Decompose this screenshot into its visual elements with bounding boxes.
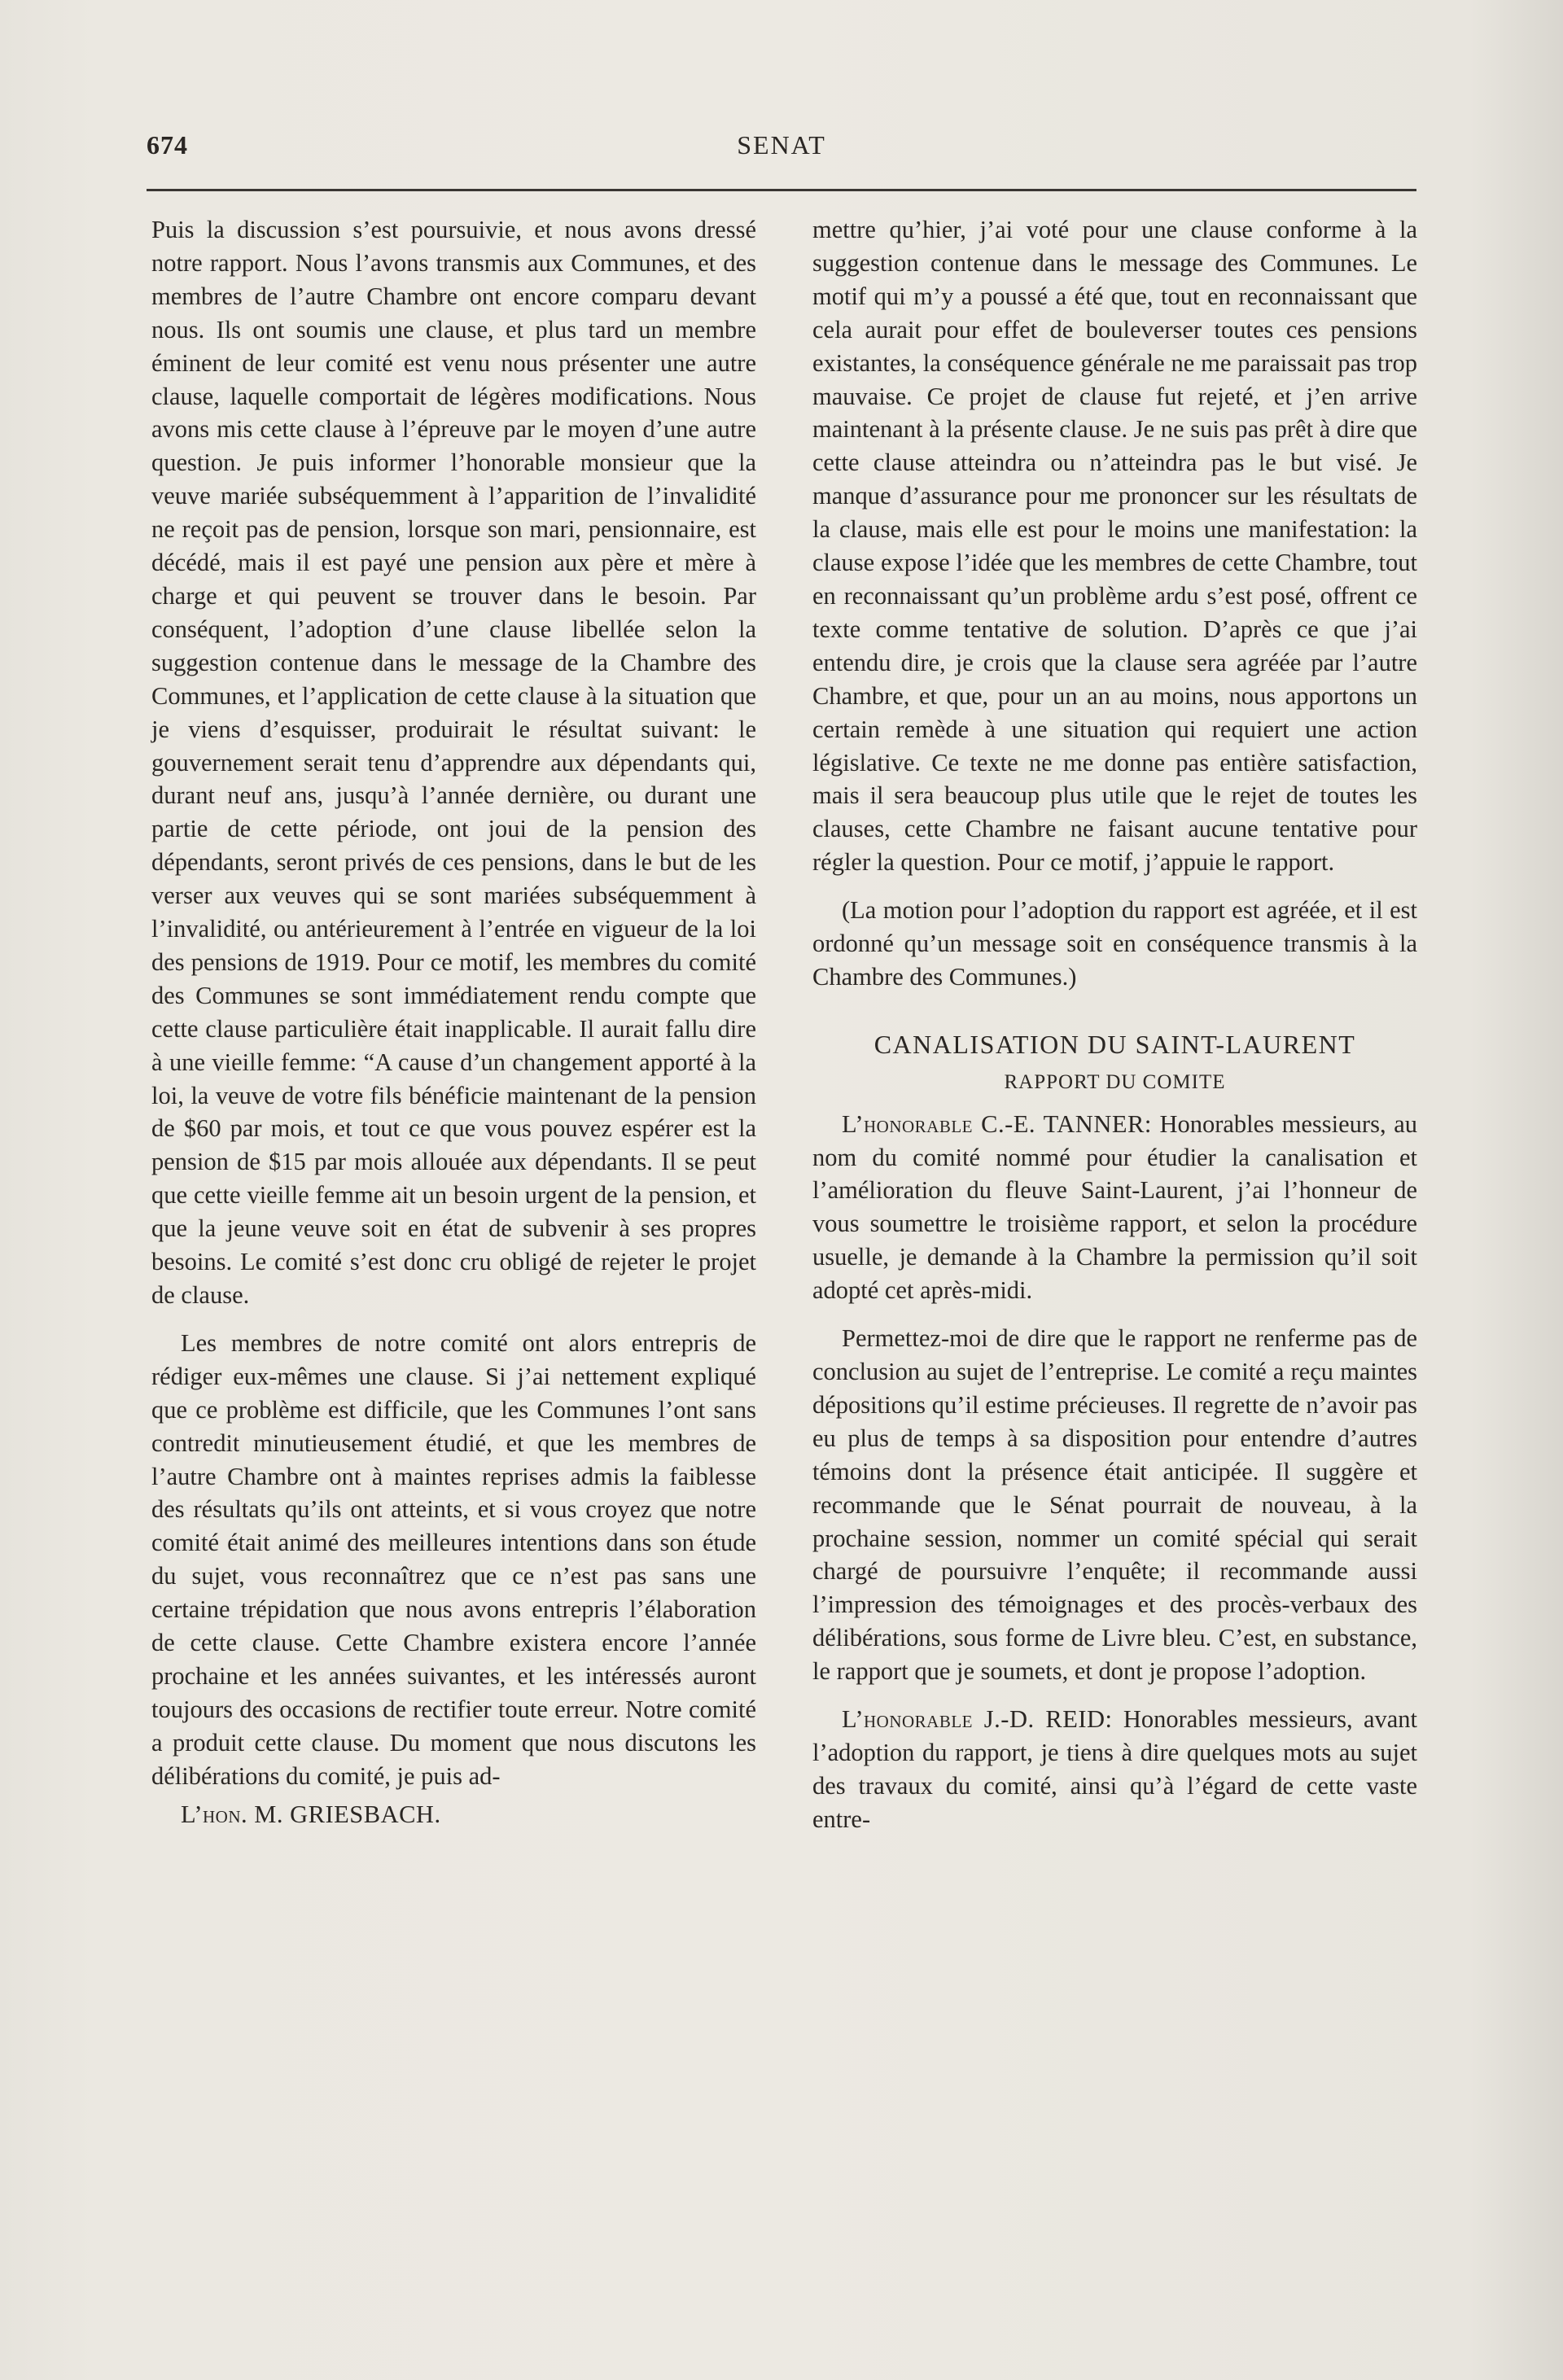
section-title: CANALISATION DU SAINT-LAURENT xyxy=(873,1029,1356,1059)
page-number: 674 xyxy=(147,130,188,160)
reid-paragraph-1 xyxy=(812,1703,1417,1836)
reid-text-1: Honorables messieurs, avant l’adoption du rapport, je tiens à dire quelques mots au sujet des travaux du comité, ainsi qu’à l’égard de cette vaste entre- xyxy=(812,1705,1418,1833)
right-column xyxy=(812,213,1417,1836)
speaker-griesbach-name: L’hon. M. GRIESBACH. xyxy=(181,1800,441,1828)
header-rule xyxy=(147,189,1416,191)
running-head: SENAT xyxy=(737,130,826,160)
tanner-paragraph-2: Permettez-moi de dire que le rapport ne renferme pas de conclusion au sujet de l’entreprise. Le comité a reçu maintes dépositions qu’il estime précieuses. Il regrette de n’avoir pas eu plus de temps à sa disposition pour entendre d’autres témoins dont la présence était anticipée. Il suggère et recommande que le Sénat pourrait de nouveau, à la prochaine session, nommer un comité spécial qui serait chargé de poursuivre l’enquête; il recommande aussi l’impression des témoignages et des procès-verbaux des délibérations, sous forme de Livre bleu. C’est, en substance, le rapport que je soumets, et dont je propose l’adoption. xyxy=(812,1324,1417,1686)
page-header xyxy=(147,130,1416,171)
speaker-griesbach xyxy=(151,1798,756,1831)
tanner-text-1: Honorables messieurs, au nom du comité nommé pour étudier la canalisation et l’amélioration du fleuve Saint-Laurent, j’ai l’honneur de vous soumettre le troisième rapport, et selon la procédure usuelle, je demande à la Chambre la permission qu’il soit adopté cet après-midi. xyxy=(812,1109,1418,1305)
section-subtitle: RAPPORT DU COMITE xyxy=(1004,1070,1226,1093)
left-paragraph-1: Puis la discussion s’est poursuivie, et nous avons dressé notre rapport. Nous l’avons transmis aux Communes, et des membres de l’autre Chambre ont encore comparu devant nous. Ils ont soumis une clause, et plus tard un membre éminent de leur comité est venu nous présenter une autre clause, laquelle comportait de légères modifications. Nous avons mis cette clause à l’épreuve par le moyen d’une autre question. Je puis informer l’honorable monsieur que la veuve mariée subséquemment à l’apparition de l’invalidité ne reçoit pas de pension, lorsque son mari, pensionnaire, est décédé, mais il est payé une pension aux père et mère à charge et qui peuvent se trouver dans le besoin. Par conséquent, l’adoption d’une clause libellée selon la suggestion contenue dans le message de la Chambre des Communes, et l’application de cette clause à la situation que je viens d’esquisser, produirait le résultat suivant: le gouvernement serait tenu d’apprendre aux dépendants qui, durant neuf ans, jusqu’à l’année dernière, ou durant une partie de cette période, ont joui de la pension des dépendants, seront privés de ces pensions, dans le but de les verser aux veuves qui se sont mariées subséquemment à l’invalidité, ou antérieurement à l’entrée en vigueur de la loi des pensions de 1919. Pour ce motif, les membres du comité des Communes se sont immédiatement rendu compte que cette clause particulière était inapplicable. Il aurait fallu dire à une vieille femme: “A cause d’un changement apporté à la loi, la veuve de votre fils bénéficie maintenant de la pension de $60 par mois, et tout ce que vous pouvez espérer est la pension de $15 par mois allouée aux dépendants. Il se peut que cette vieille femme ait un besoin urgent de la pension, et que la jeune veuve soit en état de subvenir à ses propres besoins. Le comité s’est donc cru obligé de rejeter le projet de clause. xyxy=(151,216,756,1309)
motion-note: (La motion pour l’adoption du rapport est agréée, et il est ordonné qu’un message soit en conséquence transmis à la Chambre des Communes.) xyxy=(812,896,1417,991)
speaker-tanner: L’honorable C.-E. TANNER: xyxy=(842,1109,1152,1138)
right-paragraph-1: mettre qu’hier, j’ai voté pour une clause conforme à la suggestion contenue dans le message des Communes. Le motif qui m’y a poussé a été que, tout en reconnaissant que cela aurait pour effet de bouleverser toutes ces pensions existantes, la conséquence générale ne me paraissait pas trop mauvaise. Ce projet de clause fut rejeté, et j’en arrive maintenant à la présente clause. Je ne suis pas prêt à dire que cette clause atteindra ou n’atteindra pas le but visé. Je manque d’assurance pour me prononcer sur les résultats de la clause, mais elle est pour le moins une manifestation: la clause expose l’idée que les membres de cette Chambre, tout en reconnaissant qu’un problème ardu s’est posé, offrent ce texte comme tentative de solution. D’après ce que j’ai entendu dire, je crois que la clause sera agréée par l’autre Chambre, et que, pour un an au moins, nous apportons un certain remède à une situation qui requiert une action législative. Ce texte ne me donne pas entière satisfaction, mais il sera beaucoup plus utile que le rejet de toutes les clauses, cette Chambre ne faisant aucune tentative pour régler la question. Pour ce motif, j’appuie le rapport. xyxy=(812,216,1417,877)
tanner-paragraph-1 xyxy=(812,1108,1417,1307)
left-paragraph-2: Les membres de notre comité ont alors entrepris de rédiger eux-mêmes une clause. Si j’ai nettement expliqué que ce problème est difficile, que les Communes l’ont sans contredit minutieusement étudié, et que les membres de l’autre Chambre ont à maintes reprises admis la faiblesse des résultats qu’ils ont atteints, et si vous croyez que notre comité était animé des meilleures intentions dans son étude du sujet, vous reconnaîtrez que ce n’est pas sans une certaine trépidation que nous avons entrepris l’élaboration de cette clause. Cette Chambre existera encore l’année prochaine et les années suivantes, et les intéressés auront toujours des occasions de rectifier toute erreur. Notre comité a produit cette clause. Du moment que nous discutons les délibérations du comité, je puis ad- xyxy=(151,1328,756,1790)
speaker-reid: L’honorable J.-D. REID: xyxy=(842,1705,1113,1734)
left-column xyxy=(151,213,756,1831)
